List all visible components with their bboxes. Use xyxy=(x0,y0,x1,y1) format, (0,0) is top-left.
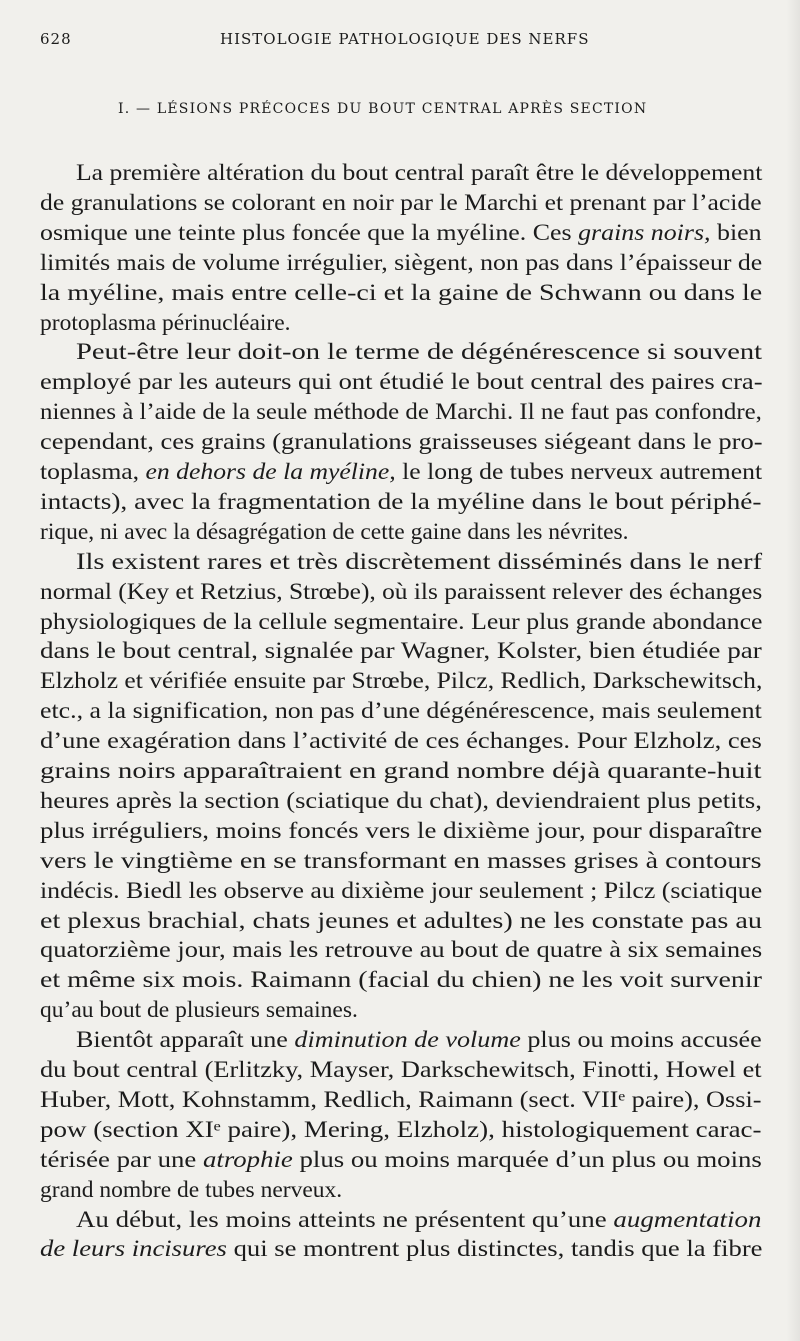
text-line: grand nombre de tubes nerveux. xyxy=(40,1176,343,1203)
text-line: et même six mois. Raimann (facial du chien) ne les voit survenir xyxy=(40,967,762,994)
text-line: Peut-être leur doit-on le terme de dégénérescence si souvent xyxy=(76,339,763,366)
text-line: et plexus brachial, chats jeunes et adultes) ne les constate pas au xyxy=(40,907,762,934)
text-line: Au début, les moins atteints ne présentent qu’une augmentation xyxy=(76,1206,762,1233)
text-line: protoplasma périnucléaire. xyxy=(40,309,291,336)
text-line: vers le vingtième en se transformant en masses grises à contours xyxy=(40,847,762,874)
text-line: employé par les auteurs qui ont étudié le bout central des paires cra- xyxy=(40,369,763,396)
text-line: grains noirs apparaîtraient en grand nombre déjà quarante-huit xyxy=(40,758,762,784)
running-title: HISTOLOGIE PATHOLOGIQUE DES NERFS xyxy=(220,30,590,48)
text-line: normal (Key et Retzius, Strœbe), où ils paraissent relever des échanges xyxy=(40,578,763,605)
text-line: Huber, Mott, Kohnstamm, Redlich, Raimann (sect. VIIᵉ paire), Ossi- xyxy=(40,1086,762,1113)
text-line: etc., a la signification, non pas d’une dégénérescence, mais seulement xyxy=(40,698,762,725)
text-line: d’une exagération dans l’activité de ces échanges. Pour Elzholz, ces xyxy=(40,728,762,755)
page-edge-shadow xyxy=(786,0,800,1341)
text-line: qu’au bout de plusieurs semaines. xyxy=(40,997,358,1024)
text-line: de leurs incisures qui se montrent plus distinctes, tandis que la fibre xyxy=(40,1236,763,1263)
section-heading: I. — LÉSIONS PRÉCOCES DU BOUT CENTRAL APRÈS SECTION xyxy=(118,101,648,117)
text-line: La première altération du bout central paraît être le développement xyxy=(76,160,763,186)
emphasis: augmentation xyxy=(613,1206,762,1233)
text-line: rique, ni avec la désagrégation de cette gaine dans les névrites. xyxy=(40,518,629,545)
text-line: toplasma, en dehors de la myéline, le long de tubes nerveux autrement xyxy=(40,459,763,485)
text-line: la myéline, mais entre celle-ci et la gaine de Schwann ou dans le xyxy=(40,279,763,306)
text-line: Bientôt apparaît une diminution de volume plus ou moins accusée xyxy=(76,1027,762,1054)
text-line: niennes à l’aide de la seule méthode de Marchi. Il ne faut pas confondre, xyxy=(40,399,762,426)
text-line: physiologiques de la cellule segmentaire. Leur plus grande abondance xyxy=(40,608,763,635)
text-line: Ils existent rares et très discrètement disséminés dans le nerf xyxy=(76,548,763,575)
emphasis: en dehors de la myéline, xyxy=(145,459,396,485)
emphasis: diminution de volume xyxy=(294,1027,521,1054)
emphasis: atrophie xyxy=(202,1146,293,1173)
emphasis: grains noirs, xyxy=(578,219,711,246)
text-line: térisée par une atrophie plus ou moins marquée d’un plus ou moins xyxy=(40,1146,762,1173)
text-line: pow (section XIᵉ paire), Mering, Elzholz), histologiquement carac- xyxy=(40,1116,762,1143)
text-line: du bout central (Erlitzky, Mayser, Darkschewitsch, Finotti, Howel et xyxy=(40,1057,762,1083)
page-number: 628 xyxy=(40,30,72,48)
text-line: de granulations se colorant en noir par le Marchi et prenant par l’acide xyxy=(40,189,762,216)
text-line: osmique une teinte plus foncée que la myéline. Ces grains noirs, bien xyxy=(40,219,762,246)
text-line: Elzholz et vérifiée ensuite par Strœbe, Pilcz, Redlich, Darkschewitsch, xyxy=(40,668,763,695)
text-line: cependant, ces grains (granulations graisseuses siégeant dans le pro- xyxy=(40,429,763,456)
text-line: indécis. Biedl les observe au dixième jour seulement ; Pilcz (sciatique xyxy=(40,877,763,904)
text-line: plus irréguliers, moins foncés vers le dixième jour, pour disparaître xyxy=(40,817,763,844)
text-line: dans le bout central, signalée par Wagner, Kolster, bien étudiée par xyxy=(40,638,762,665)
text-line: limités mais de volume irrégulier, siègent, non pas dans l’épaisseur de xyxy=(40,249,763,276)
emphasis: de leurs incisures xyxy=(40,1236,227,1263)
text-line: intacts), avec la fragmentation de la myéline dans le bout périphé- xyxy=(40,488,762,515)
text-line: quatorzième jour, mais les retrouve au bout de quatre à six semaines xyxy=(40,937,763,964)
text-line: heures après la section (sciatique du chat), deviendraient plus petits, xyxy=(40,787,762,814)
